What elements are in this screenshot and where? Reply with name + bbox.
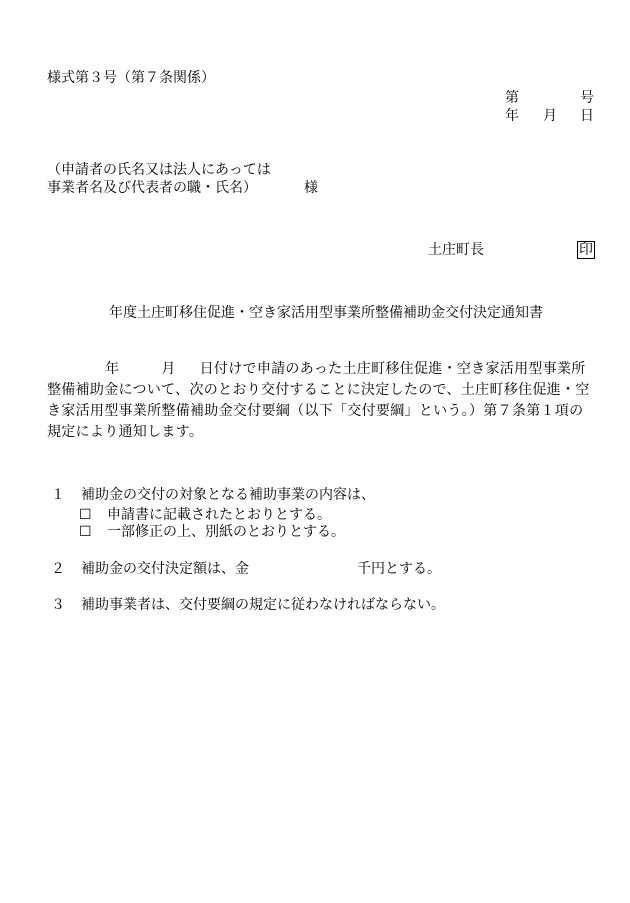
item-2-text: 補助金の交付決定額は、金 <box>81 561 249 577</box>
body-year: 年 <box>105 361 120 377</box>
item-3-number: ３ <box>51 597 65 613</box>
item-3-text: 補助事業者は、交付要綱の規定に従わなければならない。 <box>81 597 445 613</box>
item-1-number: １ <box>51 487 65 503</box>
date-year: 年 <box>505 108 519 124</box>
item-1-option-2 <box>79 522 345 542</box>
body-paragraph <box>47 359 595 443</box>
body-text: 日付けで申請のあった土庄町移住促進・空き家活用型事業所整備補助金について、次のとおり交付することに決定したので、土庄町移住促進・空き家活用型事業所整備補助金交付要綱（以下「交付要綱」という。）第７条第１項の規定により通知します。 <box>47 361 590 440</box>
item-1-option-2-text: 一部修正の上、別紙のとおりとする。 <box>107 524 345 540</box>
checkbox-icon: ☐ <box>79 524 92 540</box>
item-1-text: 補助金の交付の対象となる補助事業の内容は、 <box>81 487 375 503</box>
date-month: 月 <box>543 108 557 124</box>
item-1 <box>51 485 375 505</box>
item-1-option-1-text: 申請書に記載されたとおりとする。 <box>107 507 331 523</box>
item-2 <box>51 559 441 579</box>
addressee-honorific: 様 <box>304 180 318 196</box>
form-number: 様式第３号（第７条関係） <box>47 70 215 86</box>
body-month: 月 <box>161 361 176 377</box>
addressee-line2: 事業者名及び代表者の職・氏名） <box>47 180 257 196</box>
date-day: 日 <box>580 108 594 124</box>
item-2-unit: 千円とする。 <box>357 561 441 577</box>
seal-mark <box>577 240 595 260</box>
issuer-title: 土庄町長 <box>428 242 484 258</box>
doc-number-prefix: 第 <box>505 90 519 106</box>
document-title: 年度土庄町移住促進・空き家活用型事業所整備補助金交付決定通知書 <box>109 305 543 321</box>
item-2-number: ２ <box>51 561 65 577</box>
doc-number-suffix: 号 <box>580 90 594 106</box>
checkbox-icon: ☐ <box>79 507 92 523</box>
seal-label: 印 <box>579 242 593 258</box>
item-3 <box>51 595 445 615</box>
addressee-line1: （申請者の氏名又は法人にあっては <box>47 162 271 178</box>
